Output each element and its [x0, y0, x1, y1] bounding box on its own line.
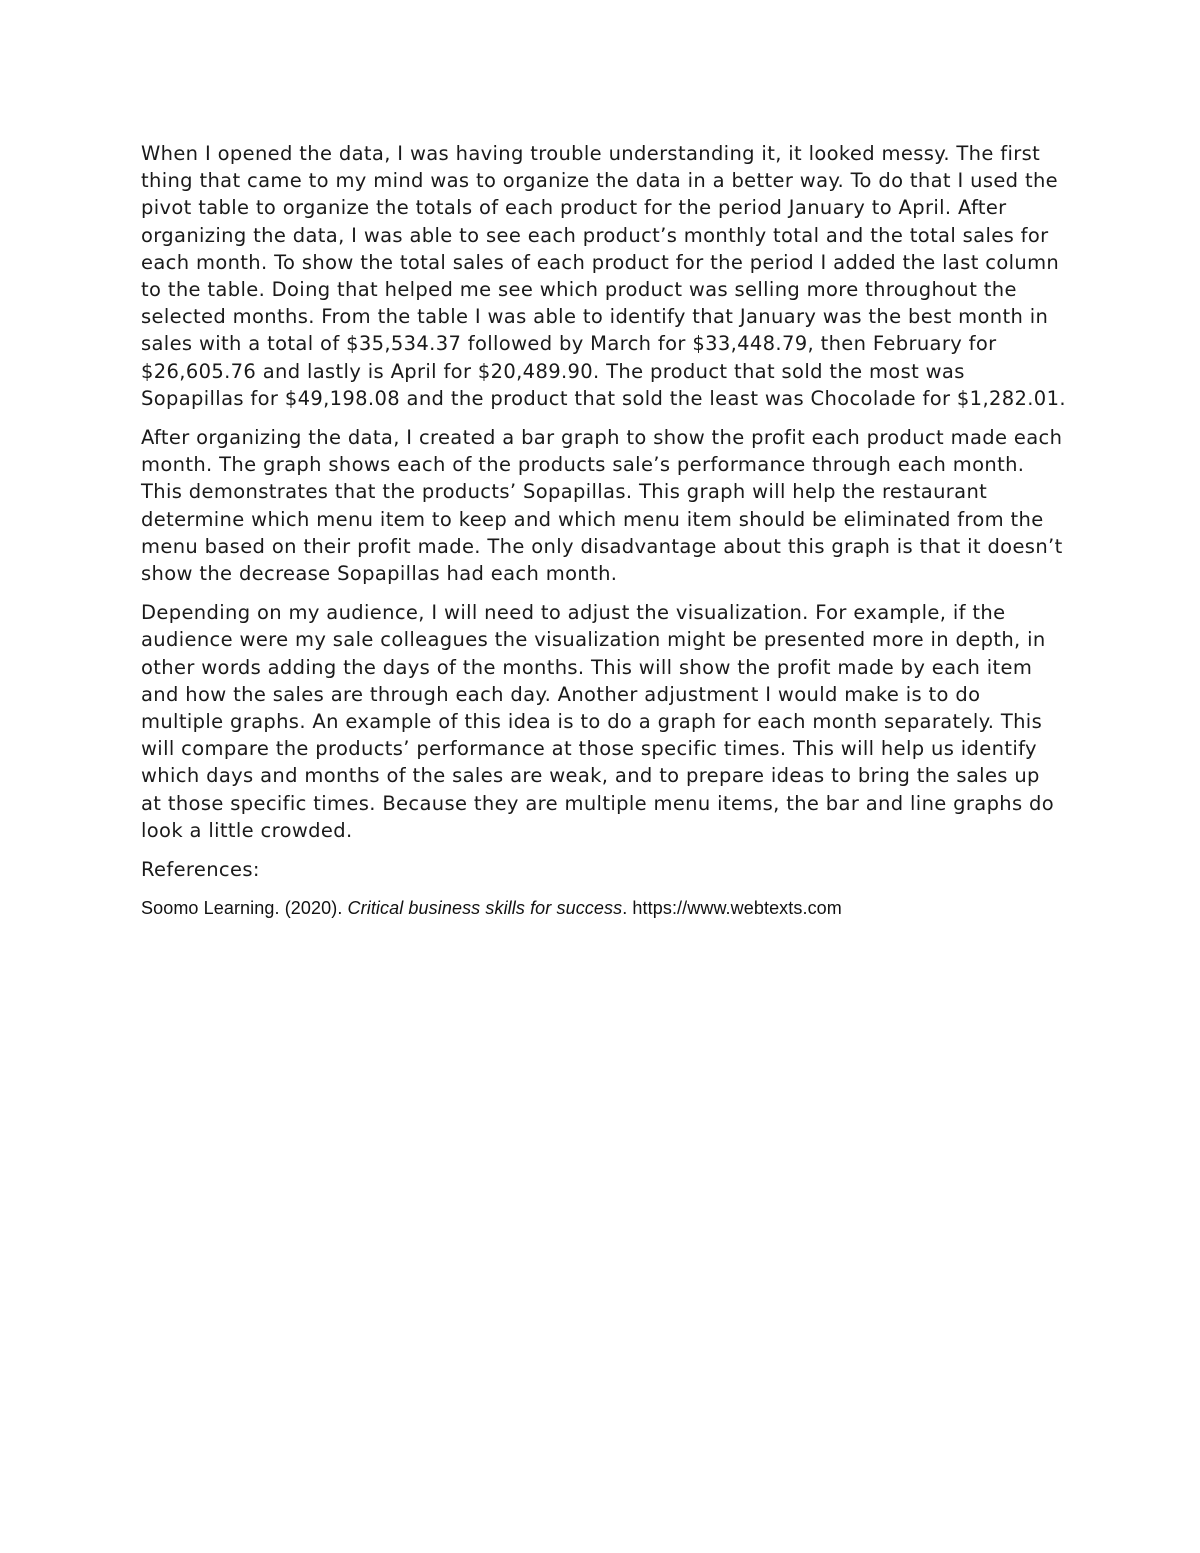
paragraph-audience-adjustment: Depending on my audience, I will need to adjust the visualization. For example, if the audience were my sale colleagues the visualization might be presented more in depth, in other words adding the days of the months. This will show the profit made by each item and how the sales are through each day. Another adjustment I would make is to do multiple graphs. An example of this idea is to do a graph for each month separately. This will compare the products’ performance at those specific times. This will help us identify which days and months of the sales are weak, and to prepare ideas to bring the sales up at those specific times. Because they are multiple menu items, the bar and line graphs do look a little crowded.	[141, 601, 1055, 842]
citation-separator: .	[622, 898, 633, 919]
citation-url: https://www.webtexts.com	[632, 898, 842, 919]
citation-author-year: Soomo Learning. (2020).	[141, 898, 348, 919]
paragraph-data-organization: When I opened the data, I was having trouble understanding it, it looked messy. The first thing that came to my mind was to organize the data in a better way. To do that I used the pivot table to organize the totals of each product for the period January to April. After organizing the data, I was able to see each product’s monthly total and the total sales for each month. To show the total sales of each product for the period I added the last column to the table. Doing that helped me see which product was selling more throughout the selected months. From the table I was able to identify that January was the best month in sales with a total of $35,534.37 followed by March for $33,448.79, then February for $26,605.76 and lastly is April for $20,489.90. The product that sold the most was Sopapillas for $49,198.08 and the product that sold the least was Chocolade for $1,282.01.	[141, 142, 1066, 410]
paragraph-bar-graph: After organizing the data, I created a bar graph to show the profit each product made each month. The graph shows each of the products sale’s performance through each month. This demonstrates that the products’ Sopapillas. This graph will help the restaurant determine which menu item to keep and which menu item should be eliminated from the menu based on their profit made. The only disadvantage about this graph is that it doesn’t show the decrease Sopapillas had each month.	[141, 426, 1063, 586]
references-heading: References:	[141, 858, 260, 882]
document-body	[141, 140, 1066, 920]
reference-citation	[141, 896, 1066, 920]
citation-title: Critical business skills for success	[347, 898, 623, 919]
